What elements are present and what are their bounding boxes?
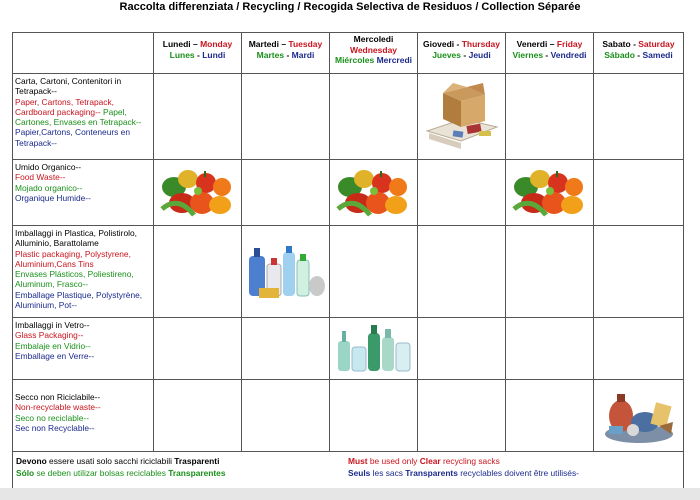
day-en: Friday — [556, 39, 583, 49]
day-es: Sábado — [604, 49, 635, 60]
day-fr: Lundi — [202, 49, 226, 60]
schedule-cell — [154, 318, 242, 380]
footer-row — [13, 452, 684, 490]
schedule-cell-organic-monday — [154, 160, 242, 226]
day-fr: Jeudi — [468, 49, 491, 60]
category-row-glass — [13, 318, 684, 380]
category-row-non-recyclable — [13, 380, 684, 452]
schedule-cell — [242, 74, 330, 160]
schedule-cell — [330, 226, 418, 318]
footer-es-rest: se deben utilizar bolsas reciclables — [34, 468, 169, 478]
schedule-cell — [506, 74, 594, 160]
header-row — [13, 33, 684, 74]
vegetables-icon — [510, 165, 590, 221]
schedule-cell — [330, 74, 418, 160]
label-it: Umido Organico-- — [15, 162, 82, 172]
label-fr: Emballage Plastique, Polystyrène, Aluminium, Pot-- — [15, 289, 143, 311]
schedule-cell — [418, 380, 506, 452]
schedule-cell — [594, 318, 684, 380]
cardboard-box-icon — [423, 81, 501, 153]
day-header-monday: Lunedi – Monday Lunes - Lundi — [154, 33, 242, 74]
vegetables-icon — [158, 165, 238, 221]
schedule-cell — [418, 318, 506, 380]
label-fr: Emballage en Verre-- — [15, 350, 95, 361]
schedule-cell-organic-wednesday — [330, 160, 418, 226]
day-header-thursday: Giovedi - Thursday Jueves - Jeudi — [418, 33, 506, 74]
footer-english — [348, 455, 500, 467]
day-es: Jueves — [432, 49, 462, 60]
schedule-cell — [418, 160, 506, 226]
bottom-bar — [0, 488, 700, 500]
page-title: Raccolta differenziata / Recycling / Recogida Selectiva de Residuos / Collection Séparée — [119, 1, 581, 13]
schedule-cell — [242, 318, 330, 380]
footer-spanish — [16, 467, 226, 479]
label-en: Glass Packaging-- — [15, 330, 84, 341]
schedule-cell — [418, 226, 506, 318]
label-en: Paper, Cartons, Tetrapack, Cardboard packaging-- — [15, 96, 115, 117]
day-en: Monday — [200, 39, 233, 49]
schedule-cell — [330, 380, 418, 452]
day-fr: Vendredi — [550, 49, 587, 60]
vegetables-icon — [334, 165, 414, 221]
schedule-cell-plastic-tuesday — [242, 226, 330, 318]
recycling-schedule-table — [12, 32, 684, 490]
day-es: Viernes — [512, 49, 544, 60]
schedule-cell-organic-friday — [506, 160, 594, 226]
glass-bottles-icon — [334, 323, 414, 375]
footer-it-pre: Devono — [16, 456, 47, 466]
label-it: Imballaggi in Plastica, Polistirolo, Alluminio, Barattolame — [15, 228, 137, 249]
footer-en-bold: Clear — [419, 456, 441, 466]
day-es: Miércoles — [334, 55, 375, 65]
footer-en-tail: recycling sacks — [440, 456, 500, 466]
footer-notice — [13, 452, 684, 490]
schedule-cell — [154, 380, 242, 452]
label-es: Papel, Cartones, Envases en Tetrapack-- — [15, 106, 142, 128]
day-header-friday: Venerdi – Friday Viernes - Vendredi — [506, 33, 594, 74]
day-header-tuesday: Martedi – Tuesday Martes - Mardi — [242, 33, 330, 74]
footer-it-rest: essere usati solo sacchi riciclabili — [46, 456, 175, 466]
footer-en-pre: Must — [348, 456, 368, 466]
plastic-bottles-icon — [245, 242, 327, 302]
footer-italian — [16, 455, 219, 467]
category-label-paper — [13, 74, 154, 160]
footer-fr-bold: Transparents — [405, 468, 458, 478]
label-es: Envases Plásticos, Poliestireno, Aluminum, Frasco-- — [15, 269, 134, 290]
schedule-cell — [506, 226, 594, 318]
day-en: Saturday — [638, 39, 675, 49]
header-corner — [13, 33, 154, 74]
schedule-cell — [242, 380, 330, 452]
day-it: Giovedi — [422, 39, 455, 49]
day-fr: Mardi — [291, 49, 315, 60]
day-header-saturday: Sabato - Saturday Sábado - Samedi — [594, 33, 684, 74]
category-label-organic — [13, 160, 154, 226]
schedule-cell — [506, 380, 594, 452]
footer-it-bold: Trasparenti — [174, 456, 220, 466]
day-en: Thursday — [461, 39, 500, 49]
label-it: Imballaggi in Vetro-- — [15, 320, 90, 330]
schedule-cell — [594, 160, 684, 226]
day-header-wednesday — [330, 33, 418, 74]
label-en: Food Waste-- — [15, 172, 66, 183]
category-label-non-recyclable — [13, 380, 154, 452]
category-row-paper — [13, 74, 684, 160]
label-fr: Papier,Cartons, Conteneurs en Tetrapack-- — [15, 127, 130, 148]
day-en: Wednesday — [349, 44, 398, 55]
day-it: Venerdi — [516, 39, 548, 49]
footer-fr-pre: Seuls — [348, 468, 371, 478]
day-fr: Mercredi — [376, 55, 413, 65]
category-row-plastic — [13, 226, 684, 318]
label-fr: Sec non Recyclable-- — [15, 422, 95, 433]
footer-fr-rest: les sacs — [370, 468, 406, 478]
category-label-plastic — [13, 226, 154, 318]
day-fr: Samedi — [642, 49, 673, 60]
schedule-cell — [594, 74, 684, 160]
label-es: Embalaje en Vidrio-- — [15, 340, 91, 351]
label-it: Secco non Riciclabile-- — [15, 392, 101, 402]
label-es: Seco no reciclable-- — [15, 412, 90, 423]
mixed-waste-icon — [599, 386, 679, 446]
label-fr: Organique Humide-- — [15, 192, 91, 203]
footer-en-rest: be used only — [367, 456, 420, 466]
schedule-cell — [594, 226, 684, 318]
schedule-cell-glass-wednesday — [330, 318, 418, 380]
category-label-glass — [13, 318, 154, 380]
label-en: Non-recyclable waste-- — [15, 402, 101, 413]
schedule-cell — [154, 226, 242, 318]
schedule-cell — [154, 74, 242, 160]
footer-french — [348, 467, 579, 479]
day-it: Martedi — [248, 39, 279, 49]
footer-es-pre: Sólo — [16, 468, 35, 478]
footer-es-bold: Transparentes — [168, 468, 226, 478]
day-it: Sabato — [602, 39, 631, 49]
footer-fr-tail: recyclables doivent être utilisés- — [457, 468, 579, 478]
day-it: Lunedi — [162, 39, 191, 49]
schedule-cell-non-recyclable-saturday — [594, 380, 684, 452]
day-en: Tuesday — [288, 39, 323, 49]
day-es: Lunes — [169, 49, 195, 60]
label-en: Plastic packaging, Polystyrene, Aluminium,Cans Tins — [15, 248, 131, 269]
day-es: Martes — [256, 49, 285, 60]
day-it: Mercoledi — [353, 34, 394, 44]
schedule-cell — [242, 160, 330, 226]
label-it: Carta, Cartoni, Contenitori in Tetrapack-- — [15, 76, 122, 97]
schedule-cell — [506, 318, 594, 380]
label-es: Mojado organico-- — [15, 182, 83, 193]
schedule-cell-paper-thursday — [418, 74, 506, 160]
category-row-organic — [13, 160, 684, 226]
